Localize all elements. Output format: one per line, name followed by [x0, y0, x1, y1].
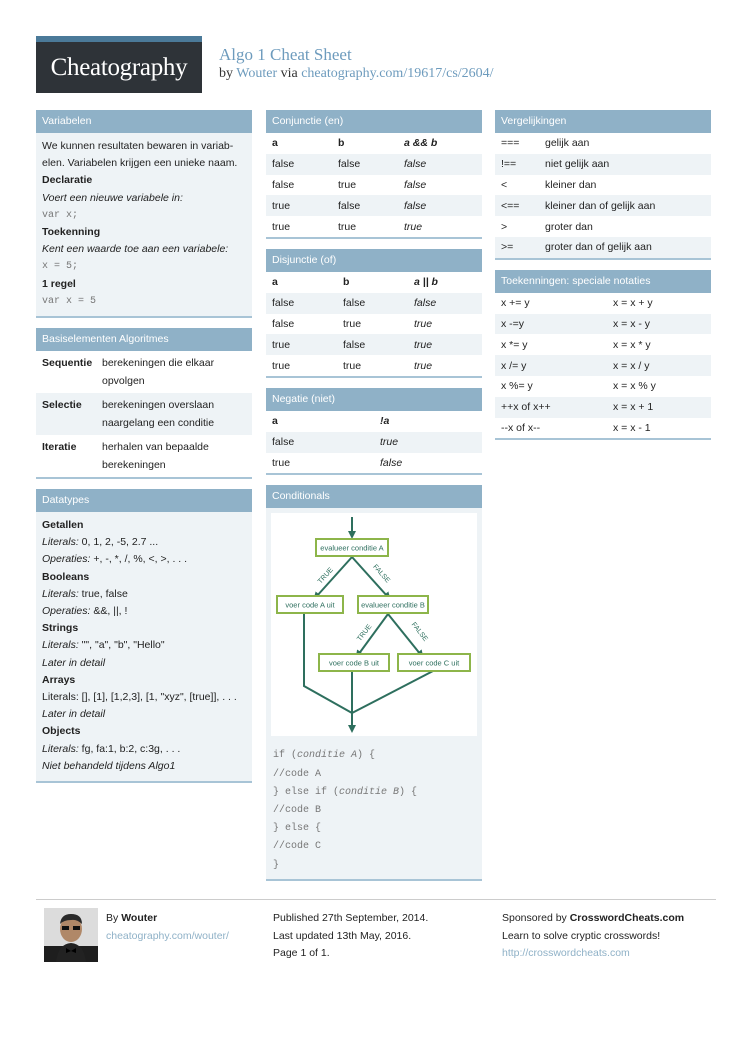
- operator: >: [501, 220, 508, 233]
- column-3: [495, 110, 711, 450]
- label: Literals:: [42, 536, 79, 549]
- section-title: Datatypes: [36, 489, 252, 512]
- definition: berekeningen overslaan naargelang een conditie: [102, 399, 215, 430]
- code-line: var x;: [42, 209, 79, 221]
- false-label: FALSE: [371, 563, 392, 585]
- flowchart-container: [266, 508, 482, 741]
- operator-table: [495, 133, 711, 258]
- truth-table: [266, 411, 482, 473]
- action-a-label: voer code A uit: [285, 600, 335, 610]
- subheading: Getallen: [42, 519, 84, 532]
- meaning: groter dan of gelijk aan: [545, 241, 652, 254]
- sponsor-tagline: Learn to solve cryptic crosswords!: [502, 929, 661, 942]
- truth-table: [266, 272, 482, 376]
- cell: false: [343, 338, 366, 351]
- by-text: By: [106, 912, 119, 924]
- value: +, -, *, /, %, <, >, . . .: [90, 553, 188, 566]
- cell: false: [380, 456, 403, 469]
- label: Literals:: [42, 742, 79, 755]
- column-header: b: [338, 137, 345, 150]
- table-row: [495, 175, 711, 196]
- code-line: x = 5;: [42, 261, 79, 273]
- notation-table: [495, 293, 711, 439]
- expanded: x = x - y: [613, 317, 651, 330]
- table-row: [495, 418, 711, 439]
- literal-line: [42, 586, 246, 603]
- column-header: a || b: [414, 276, 438, 289]
- definition: berekeningen die elkaar opvolgen: [102, 357, 215, 388]
- cell: false: [343, 297, 366, 310]
- subheading: Arrays: [42, 673, 76, 686]
- meaning: groter dan: [545, 220, 593, 233]
- table-row: [495, 314, 711, 335]
- shorthand: x += y: [501, 297, 530, 310]
- action-b-label: voer code B uit: [328, 658, 380, 668]
- operation-line: [42, 551, 246, 568]
- operator: <: [501, 178, 508, 191]
- cell: true: [272, 338, 291, 351]
- shorthand: x *= y: [501, 338, 528, 351]
- code-block: [266, 741, 482, 878]
- operator: ===: [501, 137, 520, 150]
- table-row: [266, 195, 482, 216]
- cell: true: [272, 220, 291, 233]
- table-row: [495, 355, 711, 376]
- code-line: //code A: [273, 768, 322, 780]
- cell: false: [404, 199, 427, 212]
- table-row: [495, 397, 711, 418]
- column-header: a && b: [404, 137, 438, 150]
- author-avatar[interactable]: [44, 908, 98, 962]
- code-text: conditie A: [297, 750, 358, 762]
- section-title: Disjunctie (of): [266, 249, 482, 272]
- table-row: [36, 435, 252, 477]
- code-line: }: [273, 859, 280, 871]
- term: Selectie: [42, 399, 82, 412]
- value: true, false: [78, 587, 128, 600]
- section-title: Conditionals: [266, 485, 482, 508]
- expanded: x = x % y: [613, 380, 656, 393]
- table-row: [495, 133, 711, 154]
- note: Niet behandeld tijdens Algo1: [42, 759, 176, 772]
- section-title: Basiselementen Algoritmes: [36, 328, 252, 351]
- sheet-title: Algo 1 Cheat Sheet: [219, 45, 352, 64]
- cheatography-logo[interactable]: Cheatography: [36, 36, 202, 93]
- table-header: [266, 272, 482, 293]
- note: Later in detail: [42, 708, 106, 721]
- code-text: ) {: [399, 786, 418, 798]
- operator: >=: [501, 241, 514, 254]
- value: "", "a", "b", "Hello": [78, 639, 165, 652]
- section-title: Vergelijkingen: [495, 110, 711, 133]
- table-row: [36, 393, 252, 435]
- decision-a-label: evalueer conditie A: [320, 543, 384, 553]
- note: Later in detail: [42, 656, 106, 669]
- code-text: } else if (: [273, 786, 340, 798]
- code-text: conditie B: [339, 786, 400, 798]
- cell: false: [272, 436, 295, 449]
- author-link[interactable]: Wouter: [236, 66, 278, 81]
- footer-sponsor: [502, 910, 684, 963]
- cell: true: [338, 220, 357, 233]
- table-row: [495, 293, 711, 314]
- avatar-photo: [44, 908, 98, 962]
- cell: true: [414, 317, 433, 330]
- cell: true: [343, 317, 362, 330]
- description: Voert een nieuwe variabele in:: [42, 191, 183, 204]
- page-count: Page 1 of 1.: [273, 947, 330, 959]
- label: Operaties:: [42, 605, 91, 618]
- column-header: a: [272, 276, 278, 289]
- shorthand: --x of x--: [501, 421, 541, 434]
- cell: false: [404, 178, 427, 191]
- subheading: Booleans: [42, 570, 90, 583]
- code-line: var x = 5: [42, 295, 97, 307]
- literal-line: [42, 534, 246, 551]
- section-disjunctie: [266, 249, 482, 378]
- table-row: [495, 154, 711, 175]
- cell: false: [272, 178, 295, 191]
- cell: true: [343, 359, 362, 372]
- description: Kent een waarde toe aan een variabele:: [42, 243, 229, 256]
- byline-by: by: [219, 66, 233, 81]
- definition: herhalen van bepaalde berekeningen: [102, 441, 209, 472]
- literal-line: [42, 741, 246, 758]
- expanded: x = x / y: [613, 359, 650, 372]
- cell: false: [272, 297, 295, 310]
- table-row: [266, 453, 482, 474]
- author-line: [106, 910, 229, 928]
- table-row: [495, 216, 711, 237]
- expanded: x = x + y: [613, 297, 653, 310]
- operation-line: [42, 603, 246, 620]
- section-datatypes: [36, 489, 252, 783]
- section-body: [36, 133, 252, 316]
- subheading: Toekenning: [42, 226, 101, 239]
- table-row: [266, 216, 482, 237]
- label: Literals:: [42, 639, 79, 652]
- table-row: [495, 237, 711, 258]
- expanded: x = x - 1: [613, 421, 651, 434]
- term: Sequentie: [42, 357, 93, 370]
- table-row: [495, 195, 711, 216]
- column-header: !a: [380, 415, 390, 428]
- shorthand: x /= y: [501, 359, 527, 372]
- sponsored-text: Sponsored by: [502, 912, 567, 924]
- byline-via: via: [280, 66, 298, 81]
- code-text: ) {: [357, 750, 376, 762]
- meaning: niet gelijk aan: [545, 158, 610, 171]
- subheading: Strings: [42, 622, 79, 635]
- section-title: Variabelen: [36, 110, 252, 133]
- literal-line: [42, 637, 246, 654]
- cell: false: [404, 158, 427, 171]
- table-row: [36, 351, 252, 393]
- section-body: [36, 512, 252, 781]
- cell: true: [272, 456, 291, 469]
- false-label: FALSE: [409, 621, 429, 644]
- table-row: [495, 334, 711, 355]
- cell: false: [338, 199, 361, 212]
- table-row: [266, 154, 482, 175]
- subheading: 1 regel: [42, 277, 76, 290]
- table-row: [266, 175, 482, 196]
- true-label: TRUE: [316, 566, 335, 586]
- section-title: Negatie (niet): [266, 388, 482, 411]
- cell: true: [414, 359, 433, 372]
- literal-line: Literals: [], [1], [1,2,3], [1, "xyz", [true]], . . .: [42, 691, 237, 704]
- action-c-label: voer code C uit: [408, 658, 460, 668]
- shorthand: x -=y: [501, 317, 525, 330]
- cell: true: [272, 199, 291, 212]
- section-conditionals: [266, 485, 482, 880]
- published-date: Published 27th September, 2014.: [273, 912, 429, 924]
- subheading: Objects: [42, 725, 81, 738]
- sheet-url-link[interactable]: cheatography.com/19617/cs/2604/: [301, 66, 494, 81]
- table-row: [266, 314, 482, 335]
- meaning: kleiner dan of gelijk aan: [545, 199, 656, 212]
- section-basiselementen: [36, 328, 252, 479]
- column-2: [266, 110, 482, 891]
- section-toekenningen: [495, 270, 711, 441]
- flow-line: [352, 671, 433, 713]
- column-header: b: [343, 276, 350, 289]
- byline: [219, 66, 494, 82]
- table-header: [266, 411, 482, 432]
- intro-text: We kunnen resultaten bewaren in variab-elen. Variabelen krijgen een unieke naam.: [42, 140, 238, 170]
- column-1: [36, 110, 252, 793]
- cell: true: [272, 359, 291, 372]
- decision-b-label: evalueer conditie B: [361, 600, 425, 610]
- value: &&, ||, !: [90, 605, 128, 618]
- table-row: [266, 355, 482, 376]
- flowchart: [271, 513, 477, 736]
- section-vergelijkingen: [495, 110, 711, 260]
- sponsor-link[interactable]: http://crosswordcheats.com: [502, 947, 630, 959]
- flow-arrow: [388, 614, 421, 655]
- cell: false: [272, 158, 295, 171]
- cell: false: [272, 317, 295, 330]
- shorthand: ++x of x++: [501, 401, 551, 414]
- meaning: gelijk aan: [545, 137, 590, 150]
- updated-date: Last updated 13th May, 2016.: [273, 929, 412, 942]
- section-conjunctie: [266, 110, 482, 239]
- code-line: //code B: [273, 804, 322, 816]
- table-row: [266, 293, 482, 314]
- flowchart-svg: [271, 513, 477, 736]
- sponsor-name: CrosswordCheats.com: [569, 912, 685, 924]
- cell: false: [338, 158, 361, 171]
- operator: <==: [501, 199, 520, 212]
- shorthand: x %= y: [501, 380, 533, 393]
- section-negatie: [266, 388, 482, 475]
- cell: true: [404, 220, 423, 233]
- operator: !==: [501, 158, 517, 171]
- column-header: a: [272, 137, 278, 150]
- code-text: if (: [273, 750, 298, 762]
- code-line: [273, 784, 475, 802]
- table-row: [266, 334, 482, 355]
- subheading: Declaratie: [42, 174, 93, 187]
- label: Literals:: [42, 587, 79, 600]
- code-line: } else {: [273, 823, 322, 835]
- page-header: [36, 36, 716, 94]
- section-variabelen: [36, 110, 252, 318]
- expanded: x = x * y: [613, 338, 651, 351]
- page-footer: [36, 899, 716, 959]
- cell: false: [414, 297, 437, 310]
- term: Iteratie: [42, 441, 77, 454]
- section-title: Toekenningen: speciale notaties: [495, 270, 711, 293]
- cell: true: [380, 436, 399, 449]
- code-line: //code C: [273, 841, 322, 853]
- footer-author: [106, 910, 229, 945]
- column-header: a: [272, 415, 278, 428]
- true-label: TRUE: [356, 623, 374, 644]
- cell: true: [414, 338, 433, 351]
- truth-table: [266, 133, 482, 237]
- label: Operaties:: [42, 553, 91, 566]
- author-name: Wouter: [121, 912, 158, 924]
- meaning: kleiner dan: [545, 178, 597, 191]
- author-profile-link[interactable]: cheatography.com/wouter/: [106, 929, 229, 942]
- value: fg, fa:1, b:2, c:3g, . . .: [78, 742, 181, 755]
- footer-publication: [273, 910, 428, 963]
- sponsor-line: [502, 910, 684, 928]
- section-title: Conjunctie (en): [266, 110, 482, 133]
- cell: true: [338, 178, 357, 191]
- table-header: [266, 133, 482, 154]
- definition-table: [36, 351, 252, 477]
- expanded: x = x + 1: [613, 401, 654, 414]
- table-row: [495, 376, 711, 397]
- table-row: [266, 432, 482, 453]
- code-line: [273, 747, 475, 765]
- value: 0, 1, 2, -5, 2.7 ...: [78, 536, 159, 549]
